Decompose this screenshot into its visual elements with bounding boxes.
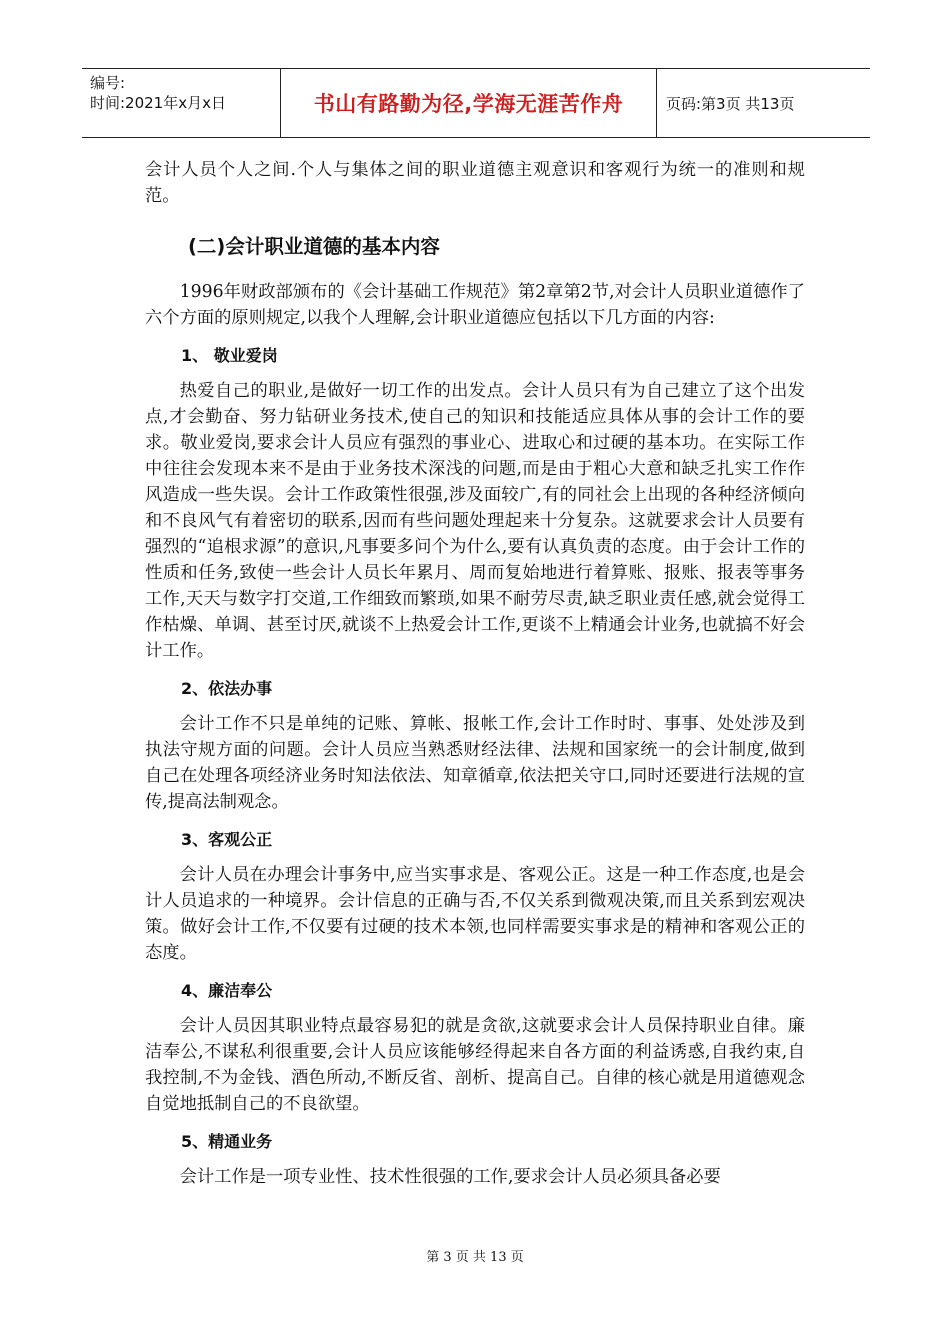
document-body (145, 157, 805, 1200)
number-label: 编号: (90, 74, 126, 92)
paragraph-4: 会计人员因其职业特点最容易犯的就是贪欲,这就要求会计人员保持职业自律。廉洁奉公,不谋私利很重要,会计人员应该能够经得起来自各方面的利益诱惑,自我约束,自我控制,不为金钱、酒色所动,不断反省、剖析、提高自己。自律的核心就是用道德观念自觉地抵制自己的不良欲望。 (145, 1016, 805, 1114)
header-motto: 书山有路勤为径,学海无涯苦作舟 (313, 92, 624, 116)
page-footer: 第 3 页 共 13 页 (426, 1250, 524, 1265)
header-divider (656, 69, 657, 137)
subheading-4: 4、廉洁奉公 (181, 981, 273, 1000)
paragraph-3: 会计人员在办理会计事务中,应当实事求是、客观公正。这是一种工作态度,也是会计人员追求的一种境界。会计信息的正确与否,不仅关系到微观决策,而且关系到宏观决策。做好会计工作,不仅要有过硬的技术本领,也同样需要实事求是的精神和客观公正的态度。 (145, 865, 805, 963)
subheading-3: 3、客观公正 (181, 830, 273, 849)
subheading-1: 1、 敬业爱岗 (181, 346, 278, 365)
subheading-5: 5、精通业务 (181, 1132, 273, 1151)
intro-tail-paragraph: 会计人员个人之间.个人与集体之间的职业道德主观意识和客观行为统一的准则和规范。 (145, 160, 805, 206)
paragraph-1: 热爱自己的职业,是做好一切工作的出发点。会计人员只有为自己建立了这个出发点,才会勤奋、努力钻研业务技术,使自己的知识和技能适应具体从事的会计工作的要求。敬业爱岗,要求会计人员应有强烈的事业心、进取心和过硬的基本功。在实际工作中往往会发现本来不是由于业务技术深浅的问题,而是由于粗心大意和缺乏扎实工作作风造成一些失误。会计工作政策性很强,涉及面较广,有的同社会上出现的各种经济倾向和不良风气有着密切的联系,因而有些问题处理起来十分复杂。这就要求会计人员要有强烈的“追根求源”的意识,凡事要多问个为什么,要有认真负责的态度。由于会计工作的性质和任务,致使一些会计人员长年累月、周而复始地进行着算账、报账、报表等事务工作,天天与数字打交道,工作细致而繁琐,如果不耐劳尽责,缺乏职业责任感,就会觉得工作枯燥、单调、甚至讨厌,就谈不上热爱会计工作,更谈不上精通会计业务,也就搞不好会计工作。 (145, 381, 805, 661)
paragraph-5: 会计工作是一项专业性、技术性很强的工作,要求会计人员必须具备必要 (179, 1167, 721, 1187)
subheading-2: 2、依法办事 (181, 679, 273, 698)
section-intro-paragraph: 1996年财政部颁布的《会计基础工作规范》第2章第2节,对会计人员职业道德作了六个方面的原则规定,以我个人理解,会计职业道德应包括以下几方面的内容: (145, 282, 805, 328)
time-label: 时间:2021年x月x日 (90, 94, 226, 112)
paragraph-2: 会计工作不只是单纯的记账、算帐、报帐工作,会计工作时时、事事、处处涉及到执法守规方面的问题。会计人员应当熟悉财经法律、法规和国家统一的会计制度,做到自己在处理各项经济业务时知法依法、知章循章,依法把关守口,同时还要进行法规的宣传,提高法制观念。 (145, 714, 805, 812)
section-title: (二)会计职业道德的基本内容 (188, 235, 440, 258)
header-page-info: 页码:第3页 共13页 (666, 94, 795, 113)
header-left-cell (90, 73, 280, 113)
header-table (82, 68, 870, 138)
